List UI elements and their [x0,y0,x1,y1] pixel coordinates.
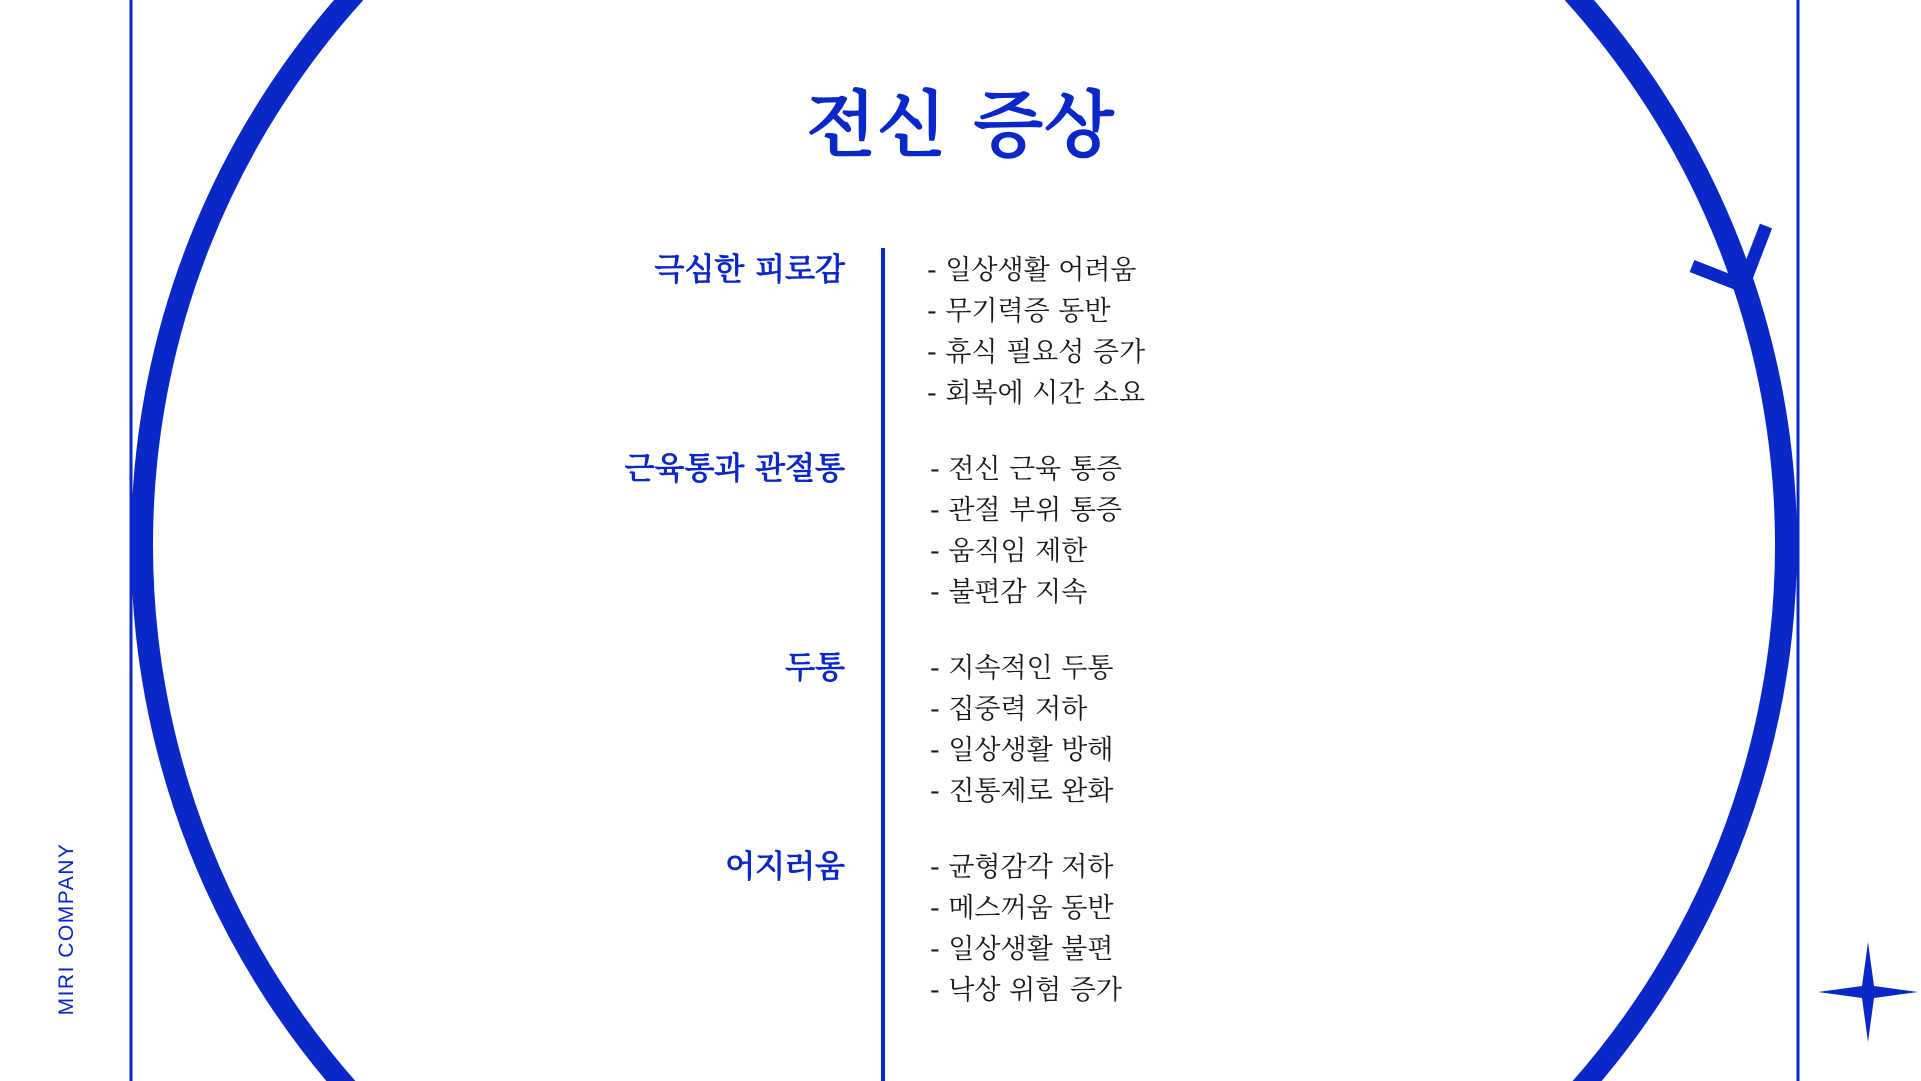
symptom-list [930,648,1113,812]
category-label: 극심한 피로감 [654,252,845,288]
list-item: - 집중력 저하 [930,694,1088,725]
section-fatigue [0,250,1921,420]
list-item: - 관절 부위 통증 [930,495,1122,526]
category-label: 근육통과 관절통 [624,451,845,487]
list-item: - 진통제로 완화 [930,776,1114,807]
list-item: - 메스꺼움 동반 [930,893,1114,924]
brand-label: MIRI COMPANY [55,842,78,1016]
symptom-list [927,250,1145,414]
section-headache [0,648,1921,818]
list-item: - 지속적인 두통 [930,653,1114,684]
section-dizziness [0,847,1921,1017]
category-label: 어지러움 [725,849,845,885]
symptom-list [930,847,1122,1011]
list-item: - 움직임 제한 [930,536,1088,567]
list-item: - 휴식 필요성 증가 [927,337,1146,368]
list-item: - 일상생활 불편 [930,934,1114,965]
list-item: - 회복에 시간 소요 [927,378,1146,409]
list-item: - 일상생활 어려움 [927,255,1137,286]
symptom-list [930,449,1122,613]
list-item: - 균형감각 저하 [930,852,1114,883]
list-item: - 낙상 위험 증가 [930,975,1122,1006]
list-item: - 불편감 지속 [930,577,1088,608]
category-label: 두통 [785,650,845,686]
section-muscle-joint-pain [0,449,1921,619]
list-item: - 일상생활 방해 [930,735,1114,766]
list-item: - 전신 근육 통증 [930,454,1122,485]
page-title: 전신 증상 [806,83,1115,167]
list-item: - 무기력증 동반 [927,296,1111,327]
